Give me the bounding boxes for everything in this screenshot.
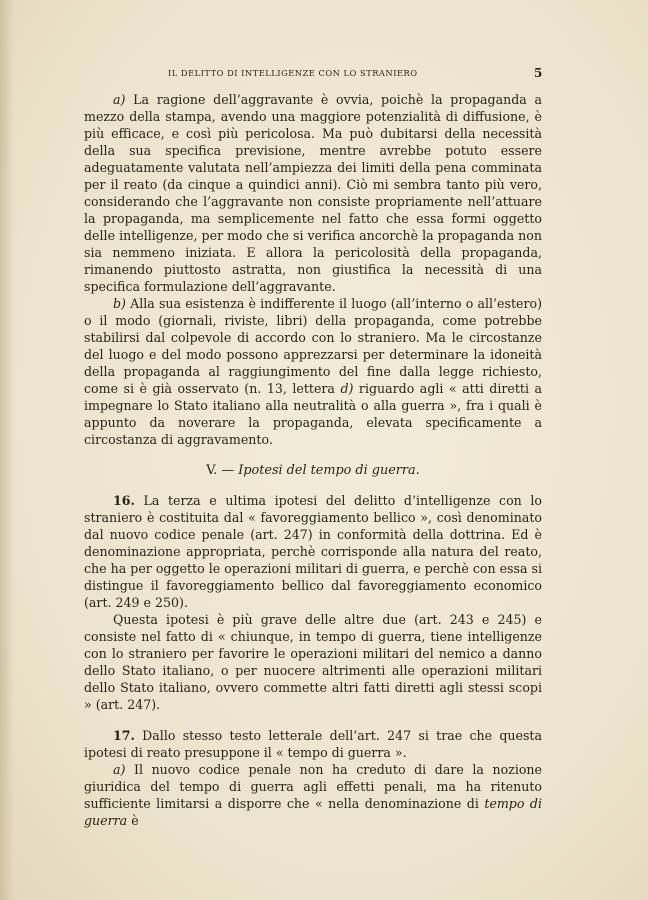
paragraph-text: è	[127, 813, 139, 828]
list-marker: a)	[113, 762, 126, 777]
page-number: 5	[534, 66, 543, 80]
paragraph-16-continued	[84, 611, 542, 713]
paragraph-17	[84, 727, 542, 761]
body-text	[84, 91, 542, 829]
italic-term: tempo di guerra	[84, 796, 542, 828]
paragraph-text: La ragione dell’aggravante è ovvia, poichè la propaganda a mezzo della stampa, avendo una maggiore potenzialità di diffusione, è più efficace, e così più pericolosa. Ma può dubitarsi della necessità della sua specifica previsione, mentre avrebbe potuto essere adeguatamente valutata nell’ampiezza dei limiti della pena comminata per il reato (da cinque a quindici anni). Ciò mi sembra tanto più vero, considerando che l’aggravante non consiste propriamente nell’attuare la propaganda, ma semplicemente nel fatto che essa formi oggetto delle intelligenze, per modo che si verifica ancorchè la propaganda non sia nemmeno iniziata. E allora la pericolosità della propaganda, rimanendo piuttosto astratta, non giustifica la necessità di una specifica formulazione dell’aggravante.	[84, 92, 542, 294]
list-marker: a)	[113, 92, 126, 107]
list-marker: b)	[113, 296, 126, 311]
paragraph-text: riguardo agli « atti diretti a impegnare lo Stato italiano alla neutralità o alla guerra », fra i quali è appunto da noverare la propaganda, elevata specificamente a circostanza di aggravamento.	[84, 381, 543, 447]
paragraph-text: Il nuovo codice penale non ha creduto di dare la nozione giuridica del tempo di guerra agli effetti penali, ma ha ritenuto sufficiente limitarsi a disporre che « nella denominazione di	[84, 762, 542, 811]
paragraph-number: 16.	[113, 493, 135, 508]
paragraph-text: Dallo stesso testo letterale dell’art. 247 si trae che questa ipotesi di reato presuppone il « tempo di guerra ».	[84, 728, 542, 760]
paragraph-text: Alla sua esistenza è indifferente il luogo (all’interno o all’estero) o il modo (giornali, riviste, libri) della propaganda, come potrebbe stabilirsi dal colpevole di accordo con lo straniero. Ma le circostanze del luogo e del modo possono apprezzarsi per determinare la idoneità della propaganda al raggiungimento del fine dalla legge richiesto, come si è già osservato (n. 13, lettera	[84, 296, 542, 396]
paragraph-17-a	[84, 761, 542, 829]
paragraph-b-luogo-modo	[84, 295, 542, 448]
paragraph-16	[84, 492, 542, 611]
reference-letter: d)	[340, 381, 354, 396]
running-title: IL DELITTO DI INTELLIGENZE CON LO STRANIERO	[168, 68, 418, 78]
section-numeral: V. —	[206, 463, 235, 478]
page-edge-shadow	[0, 0, 14, 900]
section-heading	[84, 462, 542, 479]
paragraph-number: 17.	[113, 728, 135, 743]
paragraph-text: La terza e ultima ipotesi del delitto d’intelligenze con lo straniero è costituita dal « favoreggiamento bellico », così denominato dal nuovo codice penale (art. 247) in conformità della dottrina. Ed è denominazione appropriata, perchè corrisponde alla natura del reato, che ha per oggetto le operazioni militari di guerra, e perchè con essa si distingue il favoreggiamento bellico dal favoreggiamento economico (art. 249 e 250).	[84, 493, 542, 610]
paragraph-a-aggravante	[84, 91, 542, 295]
paragraph-text: Questa ipotesi è più grave delle altre due (art. 243 e 245) e consiste nel fatto di « chiunque, in tempo di guerra, tiene intelligenze con lo straniero per favorire le operazioni militari del nemico a danno dello Stato italiano, o per nuocere altrimenti alle operazioni militari dello Stato italiano, ovvero commette altri fatti diretti agli stessi scopi » (art. 247).	[84, 612, 542, 712]
page-header	[0, 66, 648, 82]
section-title: Ipotesi del tempo di guerra.	[238, 463, 420, 478]
